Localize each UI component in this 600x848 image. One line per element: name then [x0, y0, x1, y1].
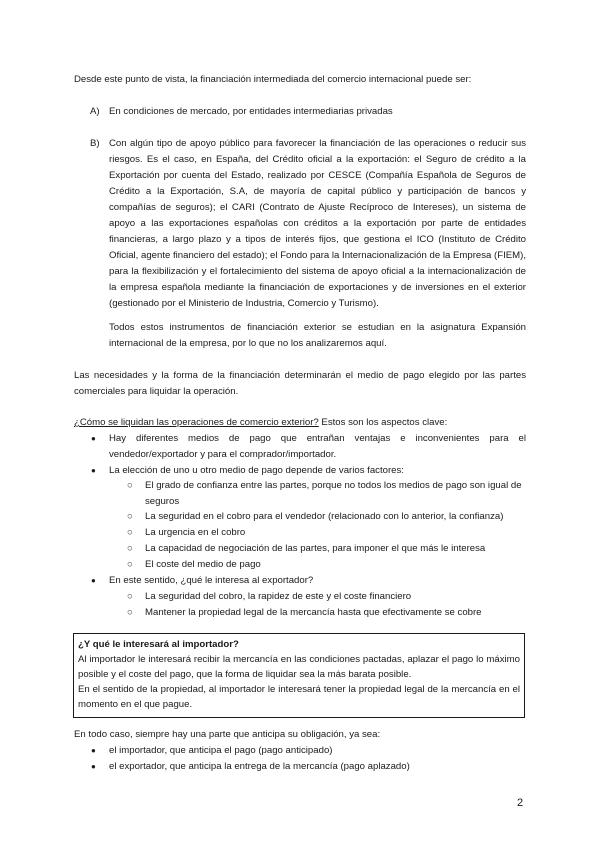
box-paragraph-2: En el sentido de la propiedad, al importador le interesará tener la propiedad legal de la mercancía en el momento en el que pague. [78, 684, 520, 710]
question-line [74, 415, 526, 431]
circle-bullet-icon: ○ [127, 543, 133, 554]
question-rest: Estos son los aspectos clave: [318, 417, 448, 428]
sub-item: El grado de confianza entre las partes, porque no todos los medios de pago son igual de seguros [145, 480, 522, 507]
option-b-text: Con algún tipo de apoyo público para favorecer la financiación de las operaciones o reducir sus riesgos. Es el caso, en España, del Crédito oficial a la exportación: el Seguro de crédito a la Exportación por cuenta del Estado, realizado por CESCE (Compañía Española de Seguros de Crédito a la Exportación, S.A, de mayoría de capital público y participación de bancos y compañías de seguros); el CARI (Contrato de Ajuste Recíproco de Intereses), un sistema de apoyo a las exportaciones españolas con créditos a la exportación por parte de entidades financieras, a largo plazo y a tipos de interés fijos, que gestiona el ICO (Instituto de Crédito Oficial, agente financiero del estado); el Fondo para la Internacionalización de la Empresa (FIEM), para la flexibilización y el fortalecimiento del sistema de apoyo oficial a la internacionalización de la empresa española mediante la financiación de exportaciones y de inversiones en el exterior (gestionado por el Ministerio de Industria, Comercio y Turismo). [109, 138, 527, 309]
bullet-icon: ● [91, 762, 96, 771]
circle-bullet-icon: ○ [127, 559, 133, 570]
circle-bullet-icon: ○ [127, 607, 133, 618]
importer-note-box [73, 633, 525, 718]
sub-item: La capacidad de negociación de las partes, para imponer el que más le interesa [145, 543, 486, 554]
option-a-text: En condiciones de mercado, por entidades intermediarias privadas [109, 106, 393, 117]
option-b-marker: B) [90, 138, 100, 149]
bullet-icon: ● [91, 576, 96, 585]
page-number: 2 [517, 797, 524, 809]
closing-bullet: el importador, que anticipa el pago (pago anticipado) [109, 745, 333, 756]
question-link[interactable]: ¿Cómo se liquidan las operaciones de comercio exterior? [74, 417, 319, 428]
sub-item: La urgencia en el cobro [145, 527, 246, 538]
option-a-marker: A) [90, 106, 100, 117]
circle-bullet-icon: ○ [127, 511, 133, 522]
circle-bullet-icon: ○ [127, 527, 133, 538]
box-title: ¿Y qué le interesará al importador? [78, 639, 239, 650]
circle-bullet-icon: ○ [127, 591, 133, 602]
bullet-icon: ● [91, 466, 96, 475]
bullet-1-text: Hay diferentes medios de pago que entrañan ventajas e inconvenientes para el vendedor/exportador y para el comprador/importador. [109, 433, 526, 460]
sub-item: El coste del medio de pago [145, 559, 261, 570]
sub-item: La seguridad del cobro, la rapidez de este y el coste financiero [145, 591, 412, 602]
bullet-icon: ● [91, 434, 96, 443]
sub-item: Mantener la propiedad legal de la mercancía hasta que efectivamente se cobre [145, 607, 482, 618]
closing-bullet: el exportador, que anticipa la entrega de la mercancía (pago aplazado) [109, 761, 410, 772]
needs-paragraph: Las necesidades y la forma de la financiación determinarán el medio de pago elegido por las partes comerciales para liquidar la operación. [74, 370, 526, 397]
sub-item: La seguridad en el cobro para el vendedor (relacionado con lo anterior, la confianza) [145, 511, 504, 522]
instruments-note: Todos estos instrumentos de financiación exterior se estudian en la asignatura Expansión internacional de la empresa, por lo que no los analizaremos aquí. [109, 322, 526, 349]
bullet-2-text: La elección de uno u otro medio de pago depende de varios factores: [109, 465, 404, 476]
bullet-icon: ● [91, 746, 96, 755]
closing-paragraph: En todo caso, siempre hay una parte que anticipa su obligación, ya sea: [74, 729, 381, 740]
bullet-3-text: En este sentido, ¿qué le interesa al exportador? [109, 575, 314, 586]
intro-paragraph: Desde este punto de vista, la financiación intermediada del comercio internacional puede ser: [74, 74, 472, 85]
box-paragraph-1: Al importador le interesará recibir la mercancía en las condiciones pactadas, aplazar el pago lo máximo posible y el coste del pago, que la forma de liquidar sea la más barata posible. [78, 654, 520, 680]
circle-bullet-icon: ○ [127, 480, 133, 491]
